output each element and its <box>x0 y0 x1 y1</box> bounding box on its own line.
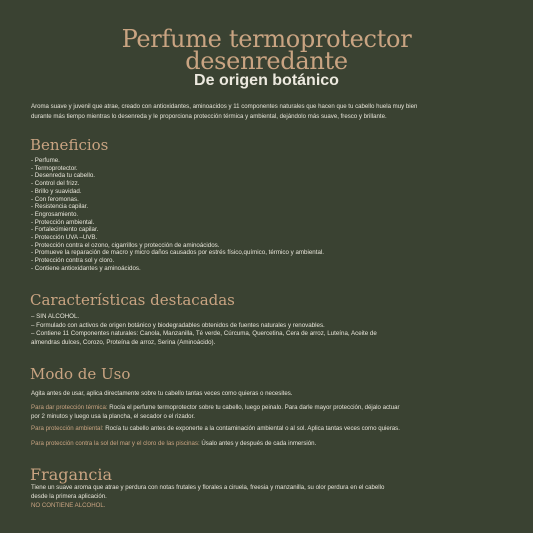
list-item: - Perfume. <box>31 157 60 164</box>
list-item: - Promueve la reparación de macro y micro daños causados por estrés físico,químico, térmico y ambiental. <box>31 249 324 257</box>
list-item: - Protección UVA –UVB. <box>31 234 98 242</box>
fragancia-line-2: desde la primera aplicación. <box>31 492 107 500</box>
modo-uso-paragraph-termica <box>31 403 509 421</box>
list-item: almendras dulces, Corozo, Proteína de arroz, Serina (Aminoácido). <box>31 338 216 346</box>
list-item: - Resistencia capilar. <box>31 203 89 211</box>
beneficios-heading: Beneficios <box>30 136 109 154</box>
ambiental-text: Rocía tu cabello antes de exponerte a la contaminación ambiental o al sol. Aplica tantas veces como quieras. <box>103 425 400 432</box>
modo-uso-paragraph-1: Agita antes de usar, aplica directamente sobre tu cabello tantas veces como quieras o necesites. <box>31 390 293 397</box>
list-item: - Engrosamiento. <box>31 210 79 218</box>
modo-uso-paragraph-ambiental <box>31 424 509 433</box>
list-item: - Protección ambiental. <box>31 218 95 226</box>
list-item: - Desenreda tu cabello. <box>31 172 95 180</box>
list-item: - Protección contra sol y cloro. <box>31 257 115 265</box>
list-item: - Contiene antioxidantes y aminoácidos. <box>31 264 141 272</box>
beneficios-list <box>31 157 501 273</box>
fragancia-heading: Fragancia <box>30 465 112 484</box>
list-item: – SIN ALCOHOL. <box>31 313 80 320</box>
mar-text: Úsalo antes y después de cada inmersión. <box>199 440 317 447</box>
intro-text <box>31 102 509 121</box>
modo-uso-heading: Modo de Uso <box>30 365 131 383</box>
intro-line-2: durante más tiempo mientras lo desenreda y le proporciona protección térmica y ambiental, dejándolo más suave, fresco y brillante. <box>31 112 387 120</box>
termica-text-2: por 2 minutos y luego usa la plancha, el secador o el rizador. <box>31 413 195 420</box>
page-title-line1: Perfume termoprotector <box>121 25 412 53</box>
list-item: - Fortalecimiento capilar. <box>31 226 99 234</box>
list-item: - Brillo y suavidad. <box>31 187 82 195</box>
intro-line-1: Aroma suave y juvenil que atrae, creado con antioxidantes, aminoacidos y 11 componentes naturales que hacen que tu cabello huela muy bien <box>31 103 418 110</box>
caracteristicas-list <box>31 313 501 347</box>
mar-label: Para protección contra la sol del mar y el cloro de las piscinas: <box>31 440 200 447</box>
fragancia-line-1: Tiene un suave aroma que atrae y perdura con notas frutales y florales a ciruela, freesia y manzanilla, su olor perdura en el cabello <box>31 484 385 491</box>
list-item: - Termoprotector. <box>31 164 78 172</box>
ambiental-label: Para protección ambiental: <box>31 425 104 432</box>
page-subtitle: De origen botánico <box>194 72 339 89</box>
fragancia-text <box>31 484 509 501</box>
list-item: – Contiene 11 Componentes naturales: Canola, Manzanilla, Té verde, Cúrcuma, Quercetina, Cera de arroz, Luteína, Aceite de <box>31 330 377 338</box>
termica-label: Para dar protección térmica: <box>31 404 108 411</box>
list-item: – Formulado con activos de origen botánico y biodegradables obtenidos de fuentes naturales y renovables. <box>31 321 325 329</box>
no-alcohol-note: NO CONTIENE ALCOHOL. <box>31 502 106 509</box>
page-title-line2: desenredante <box>185 47 348 75</box>
list-item: - Protección contra el ozono, cigarrillos y protección de aminoácidos. <box>31 241 220 249</box>
caracteristicas-heading: Características destacadas <box>30 291 235 309</box>
modo-uso-paragraph-mar <box>31 439 509 448</box>
list-item: - Con feromonas. <box>31 195 79 203</box>
termica-text-1: Rocía el perfume termoprotector sobre tu cabello, luego peinalo. Para darle mayor protección, déjalo actuar <box>107 404 400 411</box>
list-item: - Control del frizz. <box>31 180 80 188</box>
